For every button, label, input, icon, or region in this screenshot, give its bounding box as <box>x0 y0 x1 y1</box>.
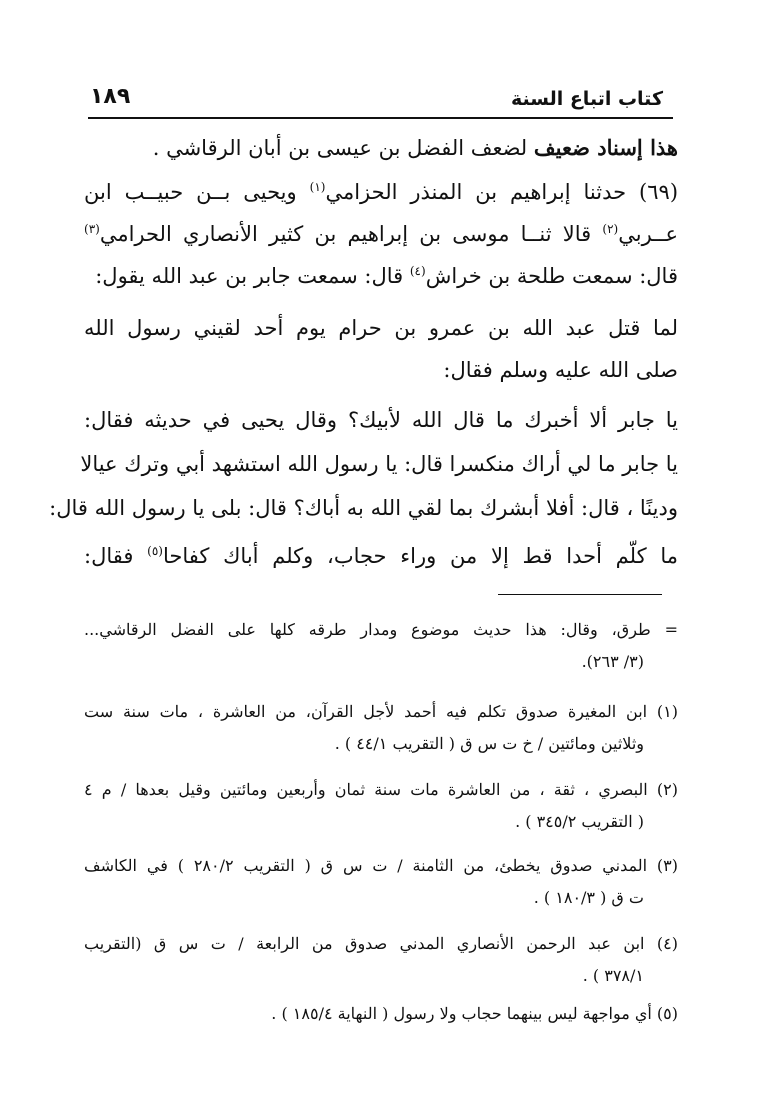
footnote-ref-3[interactable]: (٣) <box>84 222 100 236</box>
footnote-2-line-2: ( التقريب ٣٤٥/٢ ) . <box>515 812 644 831</box>
body-line-10 <box>84 536 678 576</box>
hadith-matn-4: يا جابر ما لي أراك منكسرا قال: يا رسول الله استشهد أبي وترك عيالا <box>80 452 678 476</box>
body-line-8 <box>80 444 678 484</box>
running-title: كتاب اتباع السنة <box>510 88 663 110</box>
body-line-6 <box>84 350 678 390</box>
footnote-separator <box>498 594 662 595</box>
hadith-chain-cont-2: قالا ثنــا موسى بن إبراهيم بن كثير الأنصاري الحرامي <box>99 222 603 246</box>
page-number: ١٨٩ <box>90 84 131 109</box>
footnote-4-line-1: (٤) ابن عبد الرحمن الأنصاري المدني صدوق من الرابعة / ت س ق (التقريب <box>84 934 678 953</box>
footnote-continued-line-1: = طرق، وقال: هذا حديث موضوع ومدار طرقه كلها على الفضل الرقاشي... <box>84 620 678 639</box>
footnote-3-line-2: ت ق ( ١٨٠/٣ ) . <box>533 888 644 907</box>
footnote-ref-1[interactable]: (١) <box>309 180 326 194</box>
hadith-matn-3: يا جابر ألا أخبرك ما قال الله لأبيك؟ وقال يحيى في حديثه فقال: <box>84 408 678 432</box>
header-rule <box>88 117 673 119</box>
footnote-ref-5[interactable]: (٥) <box>147 544 163 558</box>
main-text <box>49 128 679 568</box>
grading-reason: لضعف الفضل بن عيسى بن أبان الرقاشي . <box>152 136 534 160</box>
footnote-2-line-1: (٢) البصري ، ثقة ، من العاشرة مات سنة ثمان وأربعين ومائتين وقيل بعدها / م ٤ <box>84 780 678 799</box>
hadith-chain-name: عــربي <box>618 222 678 246</box>
hadith-matn-6-end: فقال: <box>84 544 148 568</box>
body-line-3 <box>84 214 678 254</box>
hadith-matn-5: ودينًا ، قال: أفلا أبشرك بما لقي الله به أباك؟ قال: بلى يا رسول الله قال: <box>49 496 678 520</box>
hadith-chain-jabir: قال: سمعت جابر بن عبد الله يقول: <box>95 264 410 288</box>
hadith-chain-start: (٦٩) حدثنا إبراهيم بن المنذر الحزامي <box>325 180 679 204</box>
footnote-5-line-1: (٥) أي مواجهة ليس بينهما حجاب ولا رسول ( النهاية ١٨٥/٤ ) . <box>271 1004 678 1023</box>
hadith-matn-1: لما قتل عبد الله بن عمرو بن حرام يوم أحد لقيني رسول الله <box>84 316 678 340</box>
footnote-continued-line-2: (٣/ ٢٦٣). <box>581 652 644 671</box>
body-line-9 <box>49 488 678 528</box>
footnote-1-line-1: (١) ابن المغيرة صدوق تكلم فيه أحمد لأجل القرآن، من العاشرة ، مات سنة ست <box>84 702 678 721</box>
body-line-7 <box>84 400 678 440</box>
hadith-matn-2: صلى الله عليه وسلم فقال: <box>443 358 678 382</box>
hadith-chain-cont: ويحيى بــن حبيــب ابن <box>84 180 310 204</box>
page-header <box>88 84 673 118</box>
hadith-matn-6: ما كلّم أحدا قط إلا من وراء حجاب، وكلم أباك كفاحا <box>162 544 678 568</box>
body-line-1 <box>84 128 678 168</box>
footnote-3-line-1: (٣) المدني صدوق يخطئ، من الثامنة / ت س ق ( التقريب ٢٨٠/٢ ) في الكاشف <box>84 856 678 875</box>
footnote-1-line-2: وثلاثين ومائتين / خ ت س ق ( التقريب ٤٤/١ ) . <box>334 734 644 753</box>
footnote-ref-4[interactable]: (٤) <box>409 264 426 278</box>
grading-phrase: هذا إسناد ضعيف <box>533 135 678 160</box>
body-line-2 <box>84 172 678 212</box>
body-line-4 <box>84 256 678 296</box>
footnote-4-line-2: ٣٧٨/١ ) . <box>582 966 644 985</box>
body-line-5 <box>84 308 678 348</box>
footnote-ref-2[interactable]: (٢) <box>602 222 619 236</box>
hadith-chain-talha: قال: سمعت طلحة بن خراش <box>425 264 678 288</box>
